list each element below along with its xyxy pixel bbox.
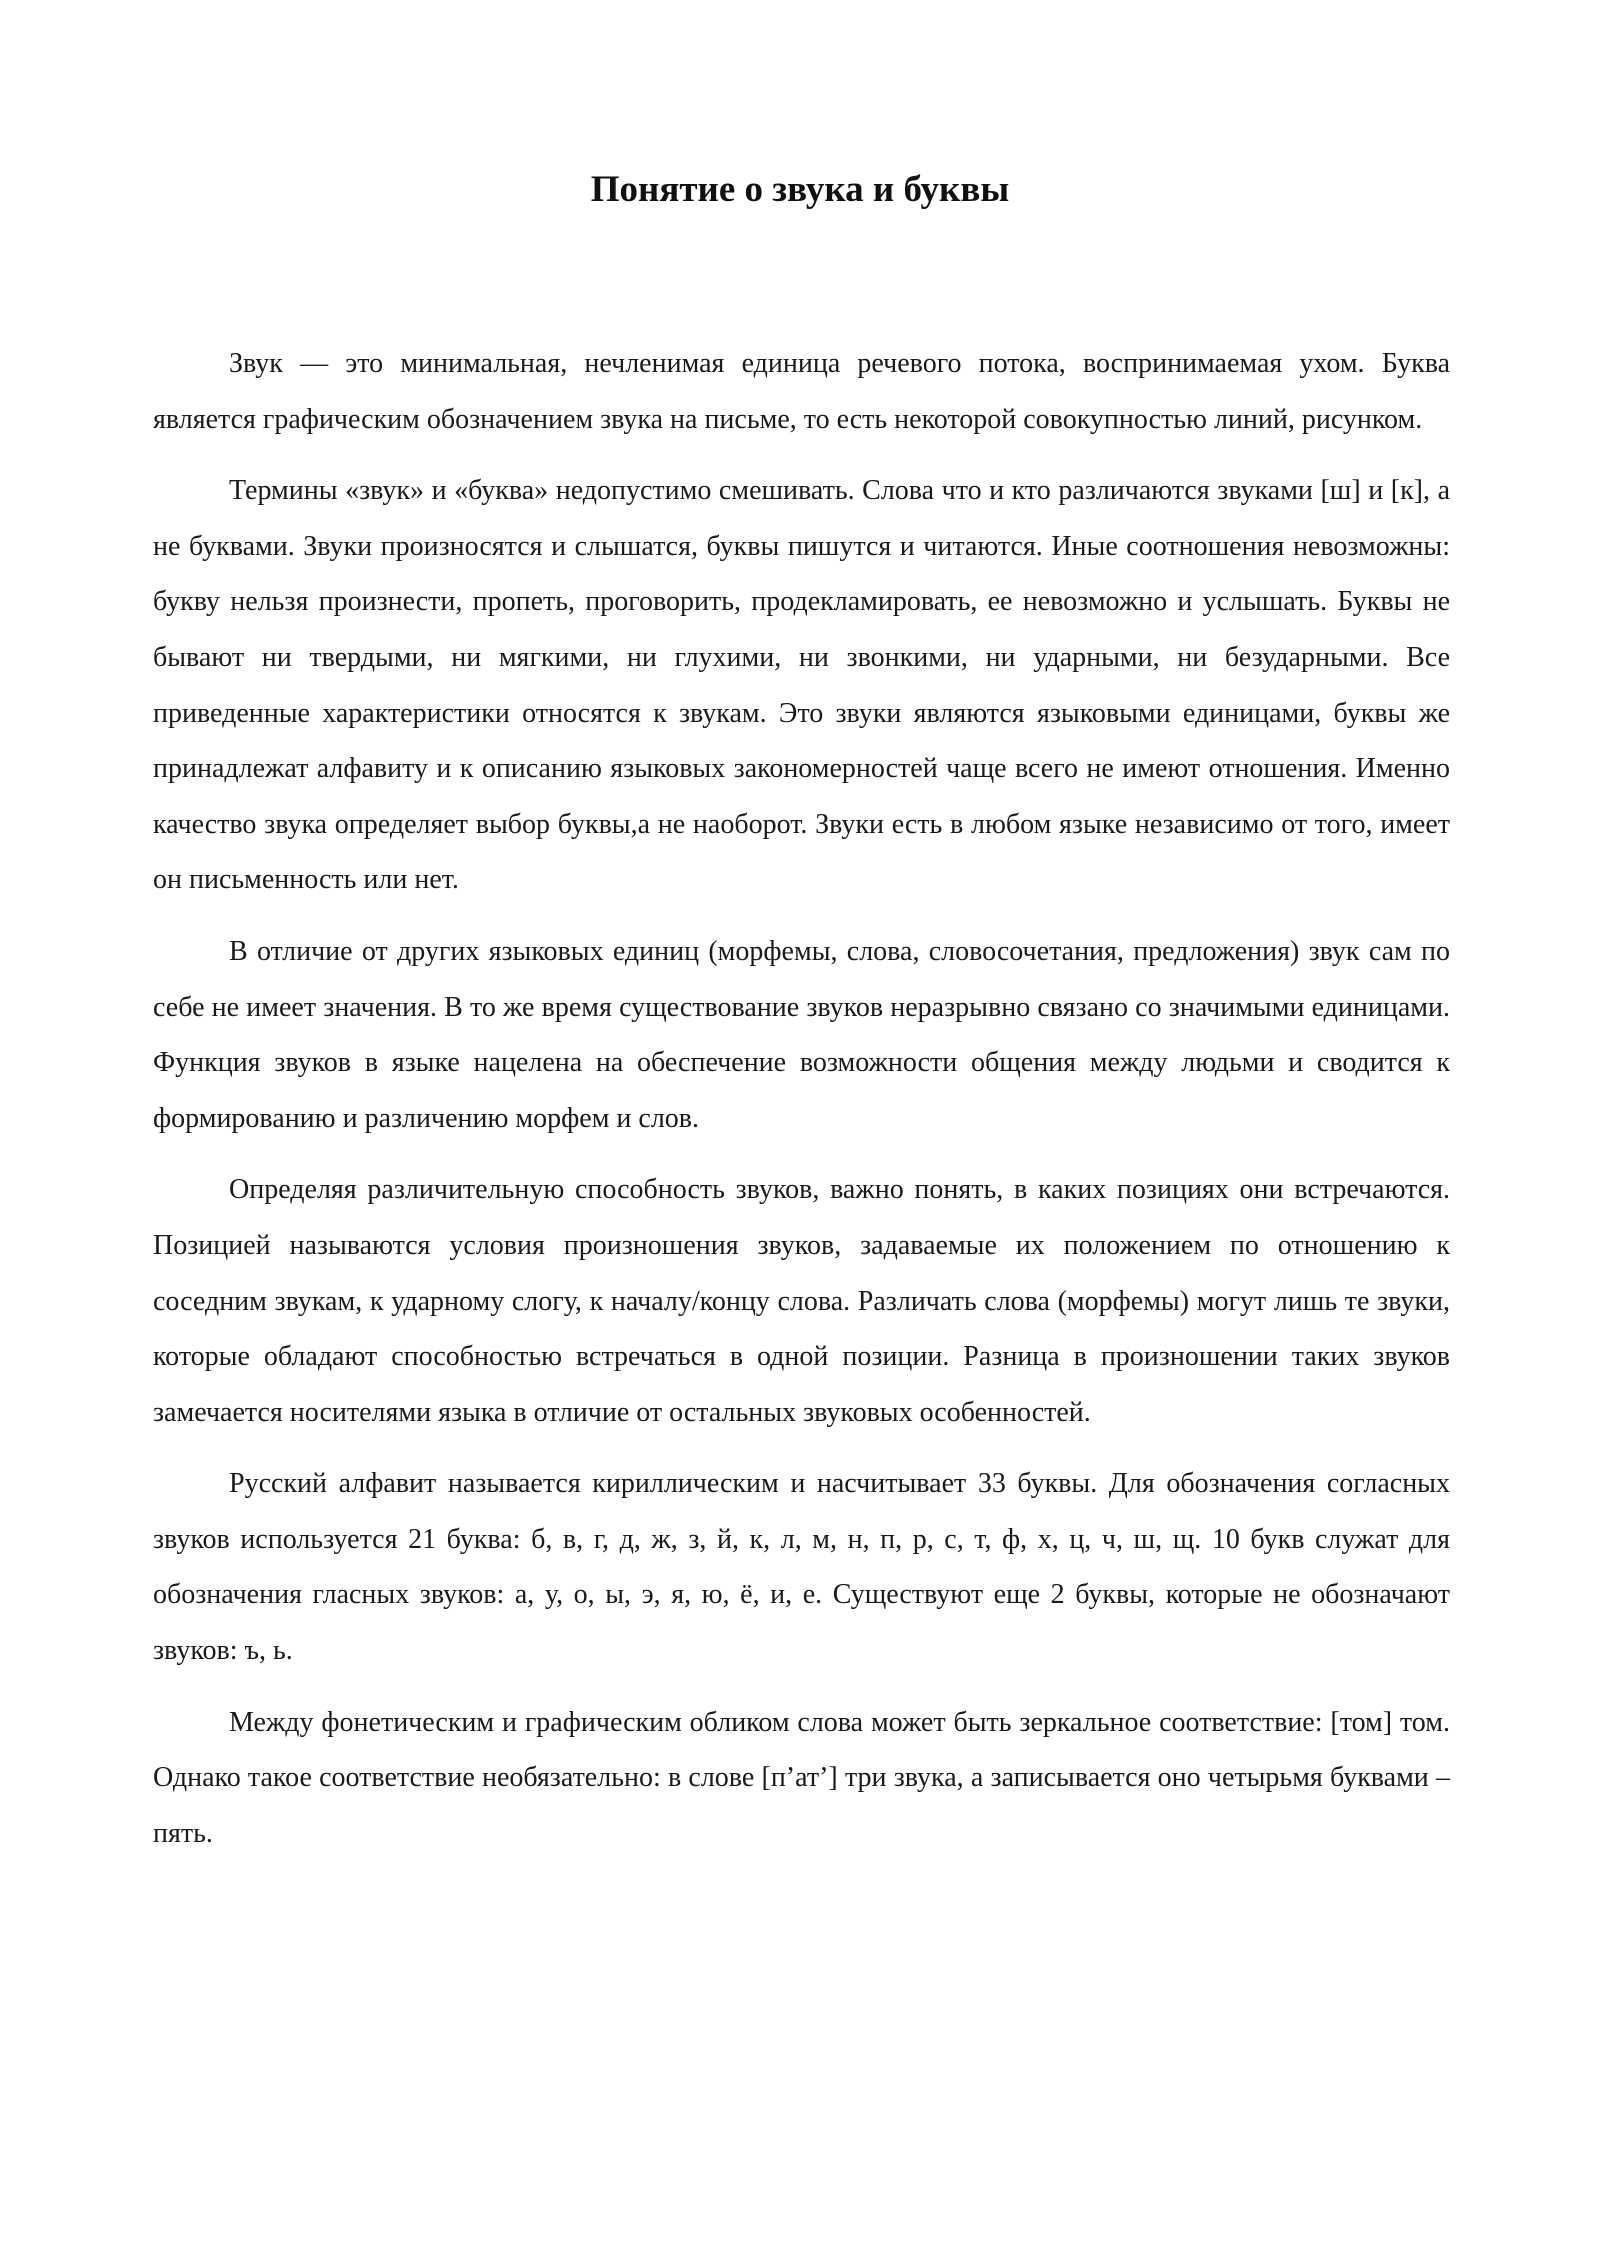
paragraph-russian-alphabet: Русский алфавит называется кириллическим и насчитывает 33 буквы. Для обозначения согласных звуков используется 21 буква: б, в, г, д, ж, з, й, к, л, м, н, п, р, с, т, ф, х, ц, ч, ш, щ. 10 букв служат для обозначения гласных звуков: а, у, о, ы, э, я, ю, ё, и, е. Существуют еще 2 буквы, которые не обозначают звуков: ъ, ь. <box>153 1468 1450 1667</box>
document-title: Понятие о звука и буквы <box>590 169 1010 210</box>
document-body <box>153 336 1450 1877</box>
paragraph-sound-vs-letter: Термины «звук» и «буква» недопустимо смешивать. Слова что и кто различаются звуками [ш] и [к], а не буквами. Звуки произносятся и слышатся, буквы пишутся и читаются. Иные соотношения невозможны: букву нельзя произнести, пропеть, проговорить, продекламировать, ее невозможно и услышать. Буквы не бывают ни твердыми, ни мягкими, ни глухими, ни звонкими, ни ударными, ни безударными. Все приведенные характеристики относятся к звукам. Это звуки являются языковыми единицами, буквы же принадлежат алфавиту и к описанию языковых закономерностей чаще всего не имеют отношения. Именно качество звука определяет выбор буквы,а не наоборот. Звуки есть в любом языке независимо от того, имеет он письменность или нет. <box>153 475 1450 896</box>
paragraph-sound-definition: Звук — это минимальная, нечленимая единица речевого потока, воспринимаемая ухом. Буква является графическим обозначением звука на письме, то есть некоторой совокупностью линий, рисунком. <box>153 348 1450 435</box>
paragraph-sound-positions: Определяя различительную способность звуков, важно понять, в каких позициях они встречаются. Позицией называются условия произношения звуков, задаваемые их положением по отношению к соседним звукам, к ударному слогу, к началу/концу слова. Различать слова (морфемы) могут лишь те звуки, которые обладают способностью встречаться в одной позиции. Разница в произношении таких звуков замечается носителями языка в отличие от остальных звуковых особенностей. <box>153 1174 1450 1428</box>
paragraph-sound-meaning: В отличие от других языковых единиц (морфемы, слова, словосочетания, предложения) звук сам по себе не имеет значения. В то же время существование звуков неразрывно связано со значимыми единицами. Функция звуков в языке нацелена на обеспечение возможности общения между людьми и сводится к формированию и различению морфем и слов. <box>153 935 1450 1134</box>
paragraph-phonetic-graphic: Между фонетическим и графическим обликом слова может быть зеркальное соответствие: [том] том. Однако такое соответствие необязательно: в слове [п’ат’] три звука, а записывается оно четырьмя буквами – пять. <box>153 1706 1450 1849</box>
